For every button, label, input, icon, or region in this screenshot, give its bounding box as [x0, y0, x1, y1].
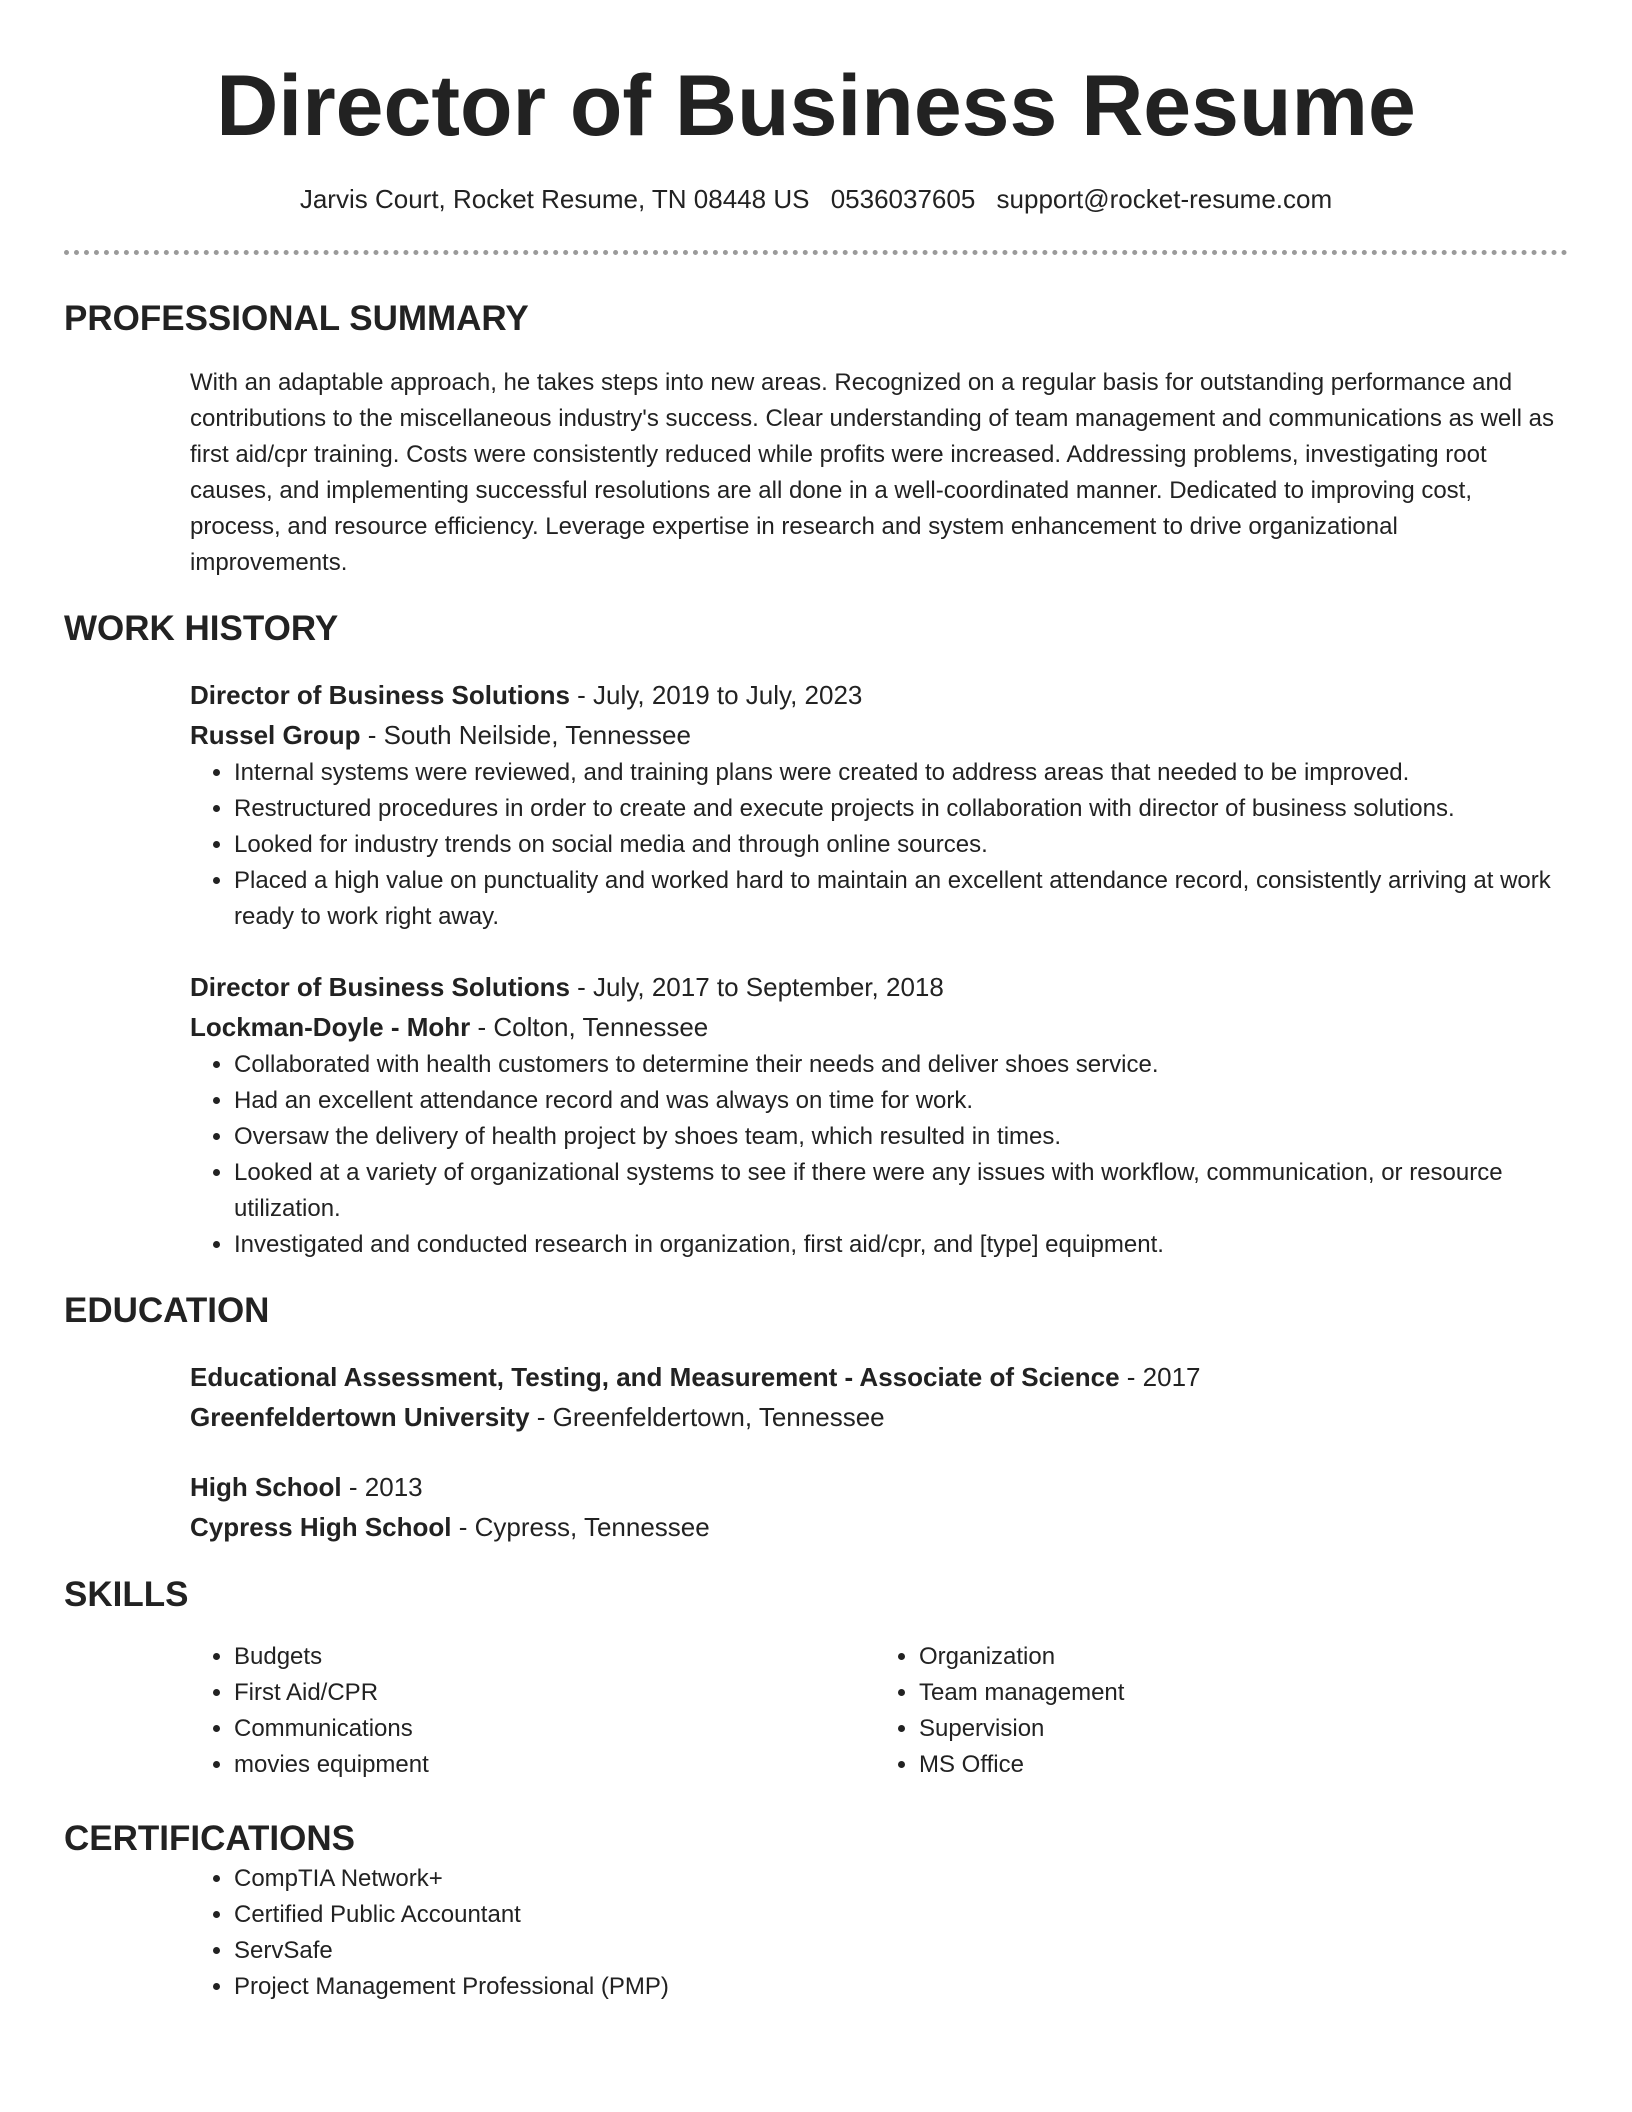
- education-school-line: [190, 1397, 1560, 1437]
- skill-item: • MS Office: [919, 1747, 1560, 1783]
- education-school: Cypress High School: [190, 1512, 452, 1542]
- job-bullet: • Restructured procedures in order to create and execute projects in collaboration with director of business solutions.: [234, 791, 1560, 827]
- job-dates: - July, 2019 to July, 2023: [569, 680, 863, 710]
- skill-item: • movies equipment: [234, 1747, 875, 1783]
- education-year: - 2013: [341, 1472, 423, 1502]
- skill-item: • First Aid/CPR: [234, 1675, 875, 1711]
- skill-item: • Budgets: [234, 1639, 875, 1675]
- section-title-skills: SKILLS: [64, 1575, 189, 1614]
- education-location: - Greenfeldertown, Tennessee: [529, 1402, 885, 1432]
- job-company: Lockman-Doyle - Mohr: [190, 1012, 471, 1042]
- contact-address: Jarvis Court, Rocket Resume, TN 08448 US: [299, 184, 810, 214]
- job-company-line: [190, 1007, 1560, 1047]
- job-bullet: • Looked at a variety of organizational systems to see if there were any issues with workflow, communication, or resource utilization.: [234, 1155, 1560, 1227]
- certification-item: • Project Management Professional (PMP): [234, 1969, 1560, 2005]
- section-title-certifications: CERTIFICATIONS: [64, 1819, 356, 1858]
- job-dates: - July, 2017 to September, 2018: [569, 972, 944, 1002]
- skills-grid: [190, 1639, 1560, 1783]
- education-entry: [190, 1467, 1560, 1547]
- job-location: - South Neilside, Tennessee: [360, 720, 691, 750]
- skill-item: • Team management: [919, 1675, 1560, 1711]
- job-role-line: [190, 967, 1560, 1007]
- skill-item: • Organization: [919, 1639, 1560, 1675]
- skills-column-right: [875, 1639, 1560, 1783]
- job-bullet: • Oversaw the delivery of health project by shoes team, which resulted in times.: [234, 1119, 1560, 1155]
- certification-item: • Certified Public Accountant: [234, 1897, 1560, 1933]
- job-entry: [190, 675, 1560, 935]
- job-company: Russel Group: [190, 720, 361, 750]
- summary-text: With an adaptable approach, he takes steps into new areas. Recognized on a regular basis for outstanding performance and contributions to the miscellaneous industry's success. Clear understanding of team management and communications as well as first aid/cpr training. Costs were consistently reduced while profits were increased. Addressing problems, investigating root causes, and implementing successful resolutions are all done in a well-coordinated manner. Dedicated to improving cost, process, and resource efficiency. Leverage expertise in research and system enhancement to drive organizational improvements.: [190, 369, 1554, 576]
- education-degree-line: [190, 1467, 1560, 1507]
- education-degree: Educational Assessment, Testing, and Measurement - Associate of Science: [190, 1362, 1120, 1392]
- job-bullet-list: [190, 1047, 1560, 1263]
- job-role: Director of Business Solutions: [190, 680, 570, 710]
- section-title-work-history: WORK HISTORY: [64, 609, 339, 648]
- section-title-summary: PROFESSIONAL SUMMARY: [64, 299, 529, 338]
- job-role: Director of Business Solutions: [190, 972, 570, 1002]
- contact-email: support@rocket-resume.com: [996, 184, 1333, 214]
- contact-phone: 0536037605: [830, 184, 976, 214]
- certification-item: • ServSafe: [234, 1933, 1560, 1969]
- certification-list: [190, 1861, 1560, 2005]
- resume-title: Director of Business Resume: [216, 58, 1416, 154]
- education-entry: [190, 1357, 1560, 1437]
- job-bullet: • Looked for industry trends on social media and through online sources.: [234, 827, 1560, 863]
- education-school-line: [190, 1507, 1560, 1547]
- skill-item: • Communications: [234, 1711, 875, 1747]
- education-degree: High School: [190, 1472, 342, 1502]
- job-location: - Colton, Tennessee: [470, 1012, 709, 1042]
- skill-item: • Supervision: [919, 1711, 1560, 1747]
- skills-column-left: [190, 1639, 875, 1783]
- job-bullet: • Collaborated with health customers to determine their needs and deliver shoes service.: [234, 1047, 1560, 1083]
- certification-item: • CompTIA Network+: [234, 1861, 1560, 1897]
- job-bullet-list: [190, 755, 1560, 935]
- job-bullet: • Internal systems were reviewed, and training plans were created to address areas that needed to be improved.: [234, 755, 1560, 791]
- section-title-education: EDUCATION: [64, 1291, 270, 1330]
- job-company-line: [190, 715, 1560, 755]
- job-bullet: • Placed a high value on punctuality and worked hard to maintain an excellent attendance record, consistently arriving at work ready to work right away.: [234, 863, 1560, 935]
- education-location: - Cypress, Tennessee: [451, 1512, 710, 1542]
- education-degree-line: [190, 1357, 1560, 1397]
- job-bullet: • Investigated and conducted research in organization, first aid/cpr, and [type] equipment.: [234, 1227, 1560, 1263]
- job-entry: [190, 967, 1560, 1263]
- contact-line: [64, 182, 1568, 216]
- job-role-line: [190, 675, 1560, 715]
- education-school: Greenfeldertown University: [190, 1402, 530, 1432]
- education-year: - 2017: [1119, 1362, 1201, 1392]
- resume-page: [64, 0, 1568, 2005]
- job-bullet: • Had an excellent attendance record and was always on time for work.: [234, 1083, 1560, 1119]
- header-divider: [64, 250, 1568, 255]
